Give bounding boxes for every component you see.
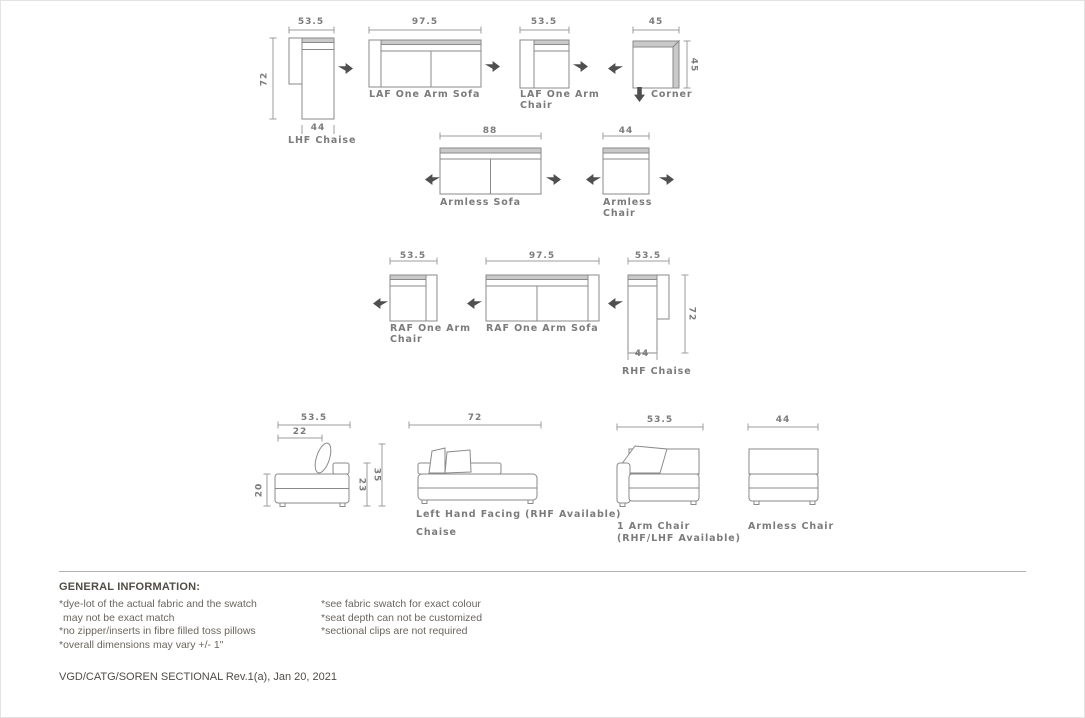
arrow-left-icon: [608, 298, 623, 309]
note-fabric-swatch: *see fabric swatch for exact colour: [321, 598, 481, 610]
label-rhf-chaise: RHF Chaise: [622, 365, 692, 377]
armless-chair-figure: [603, 133, 649, 195]
label-one-arm-chair-line2: (RHF/LHF Available): [617, 533, 741, 544]
dim-raf-chair-width: 53.5: [399, 250, 427, 261]
dim-armless-chair-front-width: 44: [775, 415, 791, 425]
divider-rule: [59, 571, 1026, 572]
label-chaise-front-line2: Chaise: [416, 526, 457, 538]
dim-rhf-chaise-seat: 44: [634, 348, 650, 359]
note-dye-lot: *dye-lot of the actual fabric and the swatch: [59, 598, 257, 610]
label-corner: Corner: [651, 89, 693, 100]
label-armless-sofa: Armless Sofa: [440, 196, 521, 208]
dim-chaise-side-seat-front: 22: [292, 426, 308, 437]
dim-armless-chair-width: 44: [618, 126, 634, 136]
note-seat-depth: *seat depth can not be customized: [321, 611, 483, 624]
dim-laf-sofa-width: 97.5: [411, 17, 439, 27]
note-sectional-clips: *sectional clips are not required: [321, 625, 468, 637]
dim-corner-width: 45: [648, 17, 664, 27]
laf-one-arm-chair-figure: [520, 27, 569, 89]
document-revision-footer: VGD/CATG/SOREN SECTIONAL Rev.1(a), Jan 20, 2021: [59, 671, 337, 683]
arrow-right-icon: [485, 61, 500, 72]
dim-corner-depth: 45: [688, 57, 699, 72]
label-one-arm-chair-line1: 1 Arm Chair: [617, 521, 691, 532]
armless-sofa-figure: [440, 133, 541, 195]
label-laf-chair-line1: LAF One Arm: [520, 88, 600, 100]
arrow-right-icon: [338, 63, 353, 74]
label-armless-chair-line2: Chair: [603, 207, 636, 219]
chaise-front-view-figure: [409, 422, 541, 504]
note-dye-lot-cont: may not be exact match: [63, 611, 175, 624]
label-laf-chair-line2: Chair: [520, 99, 553, 111]
arrow-left-icon: [586, 174, 601, 185]
dim-laf-chair-width: 53.5: [530, 17, 558, 27]
arrow-left-icon: [608, 63, 623, 74]
dim-raf-sofa-width: 97.5: [528, 250, 556, 261]
label-armless-chair-front: Armless Chair: [748, 521, 835, 532]
dim-rhf-chaise-depth: 72: [686, 306, 697, 322]
dim-lhf-chaise-seat: 44: [310, 122, 326, 133]
arrow-left-icon: [373, 298, 388, 309]
arrow-left-icon: [467, 298, 482, 309]
arrow-down-icon: [634, 87, 645, 102]
arrow-left-icon: [425, 174, 440, 185]
arrow-right-icon: [573, 61, 588, 72]
dim-chaise-side-seat-height: 20: [254, 482, 265, 498]
label-raf-sofa: RAF One Arm Sofa: [486, 322, 599, 334]
laf-one-arm-sofa-figure: [369, 27, 481, 88]
rhf-chaise-figure: [628, 258, 689, 361]
dim-chaise-side-overall: 53.5: [300, 413, 328, 423]
raf-one-arm-sofa-figure: [486, 258, 599, 322]
chaise-side-view-figure: [264, 422, 386, 507]
raf-one-arm-chair-figure: [390, 258, 437, 322]
dim-chaise-side-back-height: 35: [371, 467, 381, 483]
arrow-right-icon: [546, 174, 561, 185]
note-no-zipper: *no zipper/inserts in fibre filled toss pillows: [59, 625, 256, 637]
dim-chaise-front-width: 72: [467, 413, 483, 423]
lhf-chaise-figure: [270, 27, 335, 135]
arrow-right-icon: [659, 174, 674, 185]
general-info-heading: GENERAL INFORMATION:: [59, 581, 201, 593]
corner-figure: [633, 27, 691, 89]
dim-chaise-side-arm-height: 23: [356, 477, 366, 492]
note-dimensions-vary: *overall dimensions may vary +/- 1": [59, 638, 224, 651]
dim-armless-sofa-width: 88: [482, 126, 498, 136]
label-raf-chair-line1: RAF One Arm: [390, 322, 471, 334]
dim-lhf-chaise-depth: 72: [259, 71, 270, 86]
armless-chair-front-view-figure: [748, 424, 818, 505]
one-arm-chair-front-view-figure: [617, 424, 703, 507]
label-laf-sofa: LAF One Arm Sofa: [369, 88, 481, 100]
dim-one-arm-chair-width: 53.5: [646, 415, 674, 425]
dim-lhf-chaise-width: 53.5: [297, 17, 325, 27]
label-raf-chair-line2: Chair: [390, 333, 423, 345]
label-armless-chair-line1: Armless: [603, 196, 653, 208]
dim-rhf-chaise-width: 53.5: [634, 250, 662, 261]
label-lhf-chaise: LHF Chaise: [288, 135, 357, 146]
label-chaise-front-line1: Left Hand Facing (RHF Available): [416, 509, 622, 520]
